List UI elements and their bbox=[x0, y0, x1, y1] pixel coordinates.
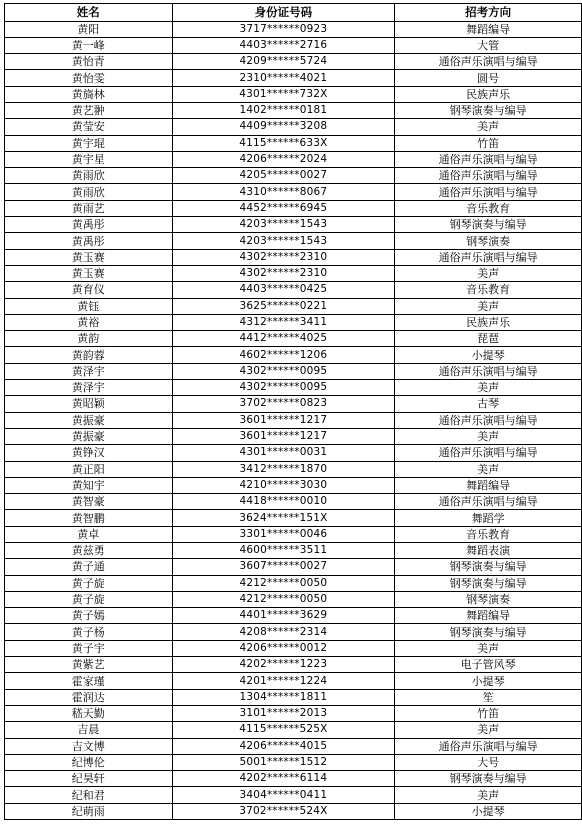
id-number-cell: 1304******1811 bbox=[172, 689, 395, 705]
table-row bbox=[5, 54, 582, 70]
direction-cell: 钢琴演奏 bbox=[395, 591, 582, 607]
name-cell: 黄子通 bbox=[5, 559, 173, 575]
direction-cell: 小提琴 bbox=[395, 347, 582, 363]
roster-sheet bbox=[4, 3, 582, 820]
name-cell: 黄雨欣 bbox=[5, 184, 173, 200]
direction-cell: 音乐教育 bbox=[395, 526, 582, 542]
id-number-cell: 4203******1543 bbox=[172, 217, 395, 233]
table-row bbox=[5, 217, 582, 233]
id-number-cell: 3717******0923 bbox=[172, 21, 395, 37]
name-cell: 黄玉赛 bbox=[5, 265, 173, 281]
name-cell: 黄怡青 bbox=[5, 54, 173, 70]
header-name: 姓名 bbox=[5, 4, 173, 22]
name-cell: 黄宇琨 bbox=[5, 135, 173, 151]
name-cell: 嵇天勤 bbox=[5, 705, 173, 721]
id-number-cell: 4205******0027 bbox=[172, 168, 395, 184]
direction-cell: 通俗声乐演唱与编导 bbox=[395, 738, 582, 754]
table-row bbox=[5, 168, 582, 184]
name-cell: 黄泽宇 bbox=[5, 363, 173, 379]
name-cell: 黄莹安 bbox=[5, 119, 173, 135]
name-cell: 黄旖林 bbox=[5, 86, 173, 102]
id-number-cell: 3625******0221 bbox=[172, 298, 395, 314]
id-number-cell: 3601******1217 bbox=[172, 412, 395, 428]
id-number-cell: 4212******0050 bbox=[172, 591, 395, 607]
direction-cell: 竹笛 bbox=[395, 135, 582, 151]
direction-cell: 通俗声乐演唱与编导 bbox=[395, 494, 582, 510]
direction-cell: 大号 bbox=[395, 754, 582, 770]
table-row bbox=[5, 200, 582, 216]
id-number-cell: 4212******0050 bbox=[172, 575, 395, 591]
table-row bbox=[5, 754, 582, 770]
id-number-cell: 4302******2310 bbox=[172, 249, 395, 265]
name-cell: 黄兹勇 bbox=[5, 543, 173, 559]
id-number-cell: 4602******1206 bbox=[172, 347, 395, 363]
table-row bbox=[5, 119, 582, 135]
direction-cell: 美声 bbox=[395, 265, 582, 281]
table-row bbox=[5, 86, 582, 102]
direction-cell: 美声 bbox=[395, 640, 582, 656]
table-row bbox=[5, 673, 582, 689]
name-cell: 黄振豪 bbox=[5, 428, 173, 444]
name-cell: 黄昭颖 bbox=[5, 396, 173, 412]
direction-cell: 通俗声乐演唱与编导 bbox=[395, 249, 582, 265]
direction-cell: 钢琴演奏与编导 bbox=[395, 217, 582, 233]
name-cell: 黄裕 bbox=[5, 314, 173, 330]
table-row bbox=[5, 428, 582, 444]
direction-cell: 钢琴演奏与编导 bbox=[395, 771, 582, 787]
table-body bbox=[5, 21, 582, 820]
table-row bbox=[5, 787, 582, 803]
id-number-cell: 3624******151X bbox=[172, 510, 395, 526]
direction-cell: 通俗声乐演唱与编导 bbox=[395, 151, 582, 167]
direction-cell: 民族声乐 bbox=[395, 86, 582, 102]
table-row bbox=[5, 380, 582, 396]
table-row bbox=[5, 184, 582, 200]
table-row bbox=[5, 494, 582, 510]
direction-cell: 小提琴 bbox=[395, 673, 582, 689]
name-cell: 黄子宇 bbox=[5, 640, 173, 656]
name-cell: 黄韵蓉 bbox=[5, 347, 173, 363]
table-row bbox=[5, 21, 582, 37]
table-row bbox=[5, 689, 582, 705]
id-number-cell: 3412******1870 bbox=[172, 461, 395, 477]
name-cell: 黄禹彤 bbox=[5, 233, 173, 249]
direction-cell: 通俗声乐演唱与编导 bbox=[395, 363, 582, 379]
name-cell: 黄子旋 bbox=[5, 591, 173, 607]
name-cell: 霍润达 bbox=[5, 689, 173, 705]
name-cell: 黄振豪 bbox=[5, 412, 173, 428]
name-cell: 黄紫艺 bbox=[5, 657, 173, 673]
table-row bbox=[5, 477, 582, 493]
table-row bbox=[5, 37, 582, 53]
table-row bbox=[5, 461, 582, 477]
direction-cell: 音乐教育 bbox=[395, 200, 582, 216]
name-cell: 黄育仪 bbox=[5, 282, 173, 298]
id-number-cell: 4301******732X bbox=[172, 86, 395, 102]
direction-cell: 美声 bbox=[395, 428, 582, 444]
name-cell: 纪萌雨 bbox=[5, 803, 173, 819]
table-row bbox=[5, 575, 582, 591]
direction-cell: 电子管风琴 bbox=[395, 657, 582, 673]
direction-cell: 通俗声乐演唱与编导 bbox=[395, 184, 582, 200]
table-row bbox=[5, 803, 582, 819]
id-number-cell: 3101******2013 bbox=[172, 705, 395, 721]
table-row bbox=[5, 249, 582, 265]
table-row bbox=[5, 640, 582, 656]
id-number-cell: 3607******0027 bbox=[172, 559, 395, 575]
name-cell: 黄韵 bbox=[5, 331, 173, 347]
name-cell: 霍家瑾 bbox=[5, 673, 173, 689]
id-number-cell: 5001******1512 bbox=[172, 754, 395, 770]
table-row bbox=[5, 510, 582, 526]
id-number-cell: 4210******3030 bbox=[172, 477, 395, 493]
table-row bbox=[5, 608, 582, 624]
table-row bbox=[5, 347, 582, 363]
id-number-cell: 1402******0181 bbox=[172, 102, 395, 118]
table-row bbox=[5, 265, 582, 281]
id-number-cell: 4202******1223 bbox=[172, 657, 395, 673]
table-row bbox=[5, 445, 582, 461]
name-cell: 黄正阳 bbox=[5, 461, 173, 477]
table-row bbox=[5, 543, 582, 559]
id-number-cell: 3702******524X bbox=[172, 803, 395, 819]
name-cell: 吉文博 bbox=[5, 738, 173, 754]
name-cell: 黄智豪 bbox=[5, 494, 173, 510]
id-number-cell: 4312******3411 bbox=[172, 314, 395, 330]
name-cell: 黄阳 bbox=[5, 21, 173, 37]
id-number-cell: 4206******2024 bbox=[172, 151, 395, 167]
direction-cell: 音乐教育 bbox=[395, 282, 582, 298]
name-cell: 黄一峰 bbox=[5, 37, 173, 53]
direction-cell: 美声 bbox=[395, 722, 582, 738]
table-row bbox=[5, 738, 582, 754]
name-cell: 黄子旋 bbox=[5, 575, 173, 591]
table-row bbox=[5, 526, 582, 542]
direction-cell: 小提琴 bbox=[395, 803, 582, 819]
table-row bbox=[5, 771, 582, 787]
header-row bbox=[5, 4, 582, 22]
direction-cell: 钢琴演奏 bbox=[395, 233, 582, 249]
id-number-cell: 4115******525X bbox=[172, 722, 395, 738]
table-row bbox=[5, 624, 582, 640]
direction-cell: 古琴 bbox=[395, 396, 582, 412]
direction-cell: 民族声乐 bbox=[395, 314, 582, 330]
header-id-number: 身份证号码 bbox=[172, 4, 395, 22]
table-row bbox=[5, 412, 582, 428]
name-cell: 黄铮汉 bbox=[5, 445, 173, 461]
name-cell: 纪博伦 bbox=[5, 754, 173, 770]
direction-cell: 通俗声乐演唱与编导 bbox=[395, 168, 582, 184]
id-number-cell: 4203******1543 bbox=[172, 233, 395, 249]
direction-cell: 舞蹈学 bbox=[395, 510, 582, 526]
id-number-cell: 4202******6114 bbox=[172, 771, 395, 787]
direction-cell: 通俗声乐演唱与编导 bbox=[395, 412, 582, 428]
id-number-cell: 4401******3629 bbox=[172, 608, 395, 624]
table-row bbox=[5, 396, 582, 412]
id-number-cell: 4600******3511 bbox=[172, 543, 395, 559]
name-cell: 黄泽宇 bbox=[5, 380, 173, 396]
id-number-cell: 4452******6945 bbox=[172, 200, 395, 216]
name-cell: 黄宇星 bbox=[5, 151, 173, 167]
header-direction: 招考方向 bbox=[395, 4, 582, 22]
table-row bbox=[5, 70, 582, 86]
direction-cell: 琵琶 bbox=[395, 331, 582, 347]
table-row bbox=[5, 314, 582, 330]
name-cell: 黄钰 bbox=[5, 298, 173, 314]
id-number-cell: 3301******0046 bbox=[172, 526, 395, 542]
id-number-cell: 4302******0095 bbox=[172, 363, 395, 379]
table-row bbox=[5, 657, 582, 673]
table-row bbox=[5, 233, 582, 249]
name-cell: 黄雨欣 bbox=[5, 168, 173, 184]
id-number-cell: 3601******1217 bbox=[172, 428, 395, 444]
id-number-cell: 3702******0823 bbox=[172, 396, 395, 412]
name-cell: 黄艺翀 bbox=[5, 102, 173, 118]
direction-cell: 钢琴演奏与编导 bbox=[395, 559, 582, 575]
name-cell: 黄子杨 bbox=[5, 624, 173, 640]
id-number-cell: 4201******1224 bbox=[172, 673, 395, 689]
name-cell: 纪和君 bbox=[5, 787, 173, 803]
id-number-cell: 4208******2314 bbox=[172, 624, 395, 640]
direction-cell: 钢琴演奏与编导 bbox=[395, 575, 582, 591]
direction-cell: 美声 bbox=[395, 461, 582, 477]
direction-cell: 美声 bbox=[395, 787, 582, 803]
id-number-cell: 4115******633X bbox=[172, 135, 395, 151]
direction-cell: 美声 bbox=[395, 298, 582, 314]
id-number-cell: 4310******8067 bbox=[172, 184, 395, 200]
direction-cell: 大管 bbox=[395, 37, 582, 53]
table-row bbox=[5, 151, 582, 167]
direction-cell: 钢琴演奏与编导 bbox=[395, 102, 582, 118]
direction-cell: 竹笛 bbox=[395, 705, 582, 721]
name-cell: 黄禹彤 bbox=[5, 217, 173, 233]
direction-cell: 舞蹈编导 bbox=[395, 477, 582, 493]
name-cell: 黄智鹏 bbox=[5, 510, 173, 526]
name-cell: 黄怡雯 bbox=[5, 70, 173, 86]
table-row bbox=[5, 135, 582, 151]
direction-cell: 美声 bbox=[395, 119, 582, 135]
direction-cell: 通俗声乐演唱与编导 bbox=[395, 54, 582, 70]
id-number-cell: 4403******0425 bbox=[172, 282, 395, 298]
id-number-cell: 2310******4021 bbox=[172, 70, 395, 86]
table-row bbox=[5, 559, 582, 575]
name-cell: 黄雨艺 bbox=[5, 200, 173, 216]
id-number-cell: 4206******0012 bbox=[172, 640, 395, 656]
table-row bbox=[5, 282, 582, 298]
name-cell: 黄子嫣 bbox=[5, 608, 173, 624]
direction-cell: 美声 bbox=[395, 380, 582, 396]
id-number-cell: 4206******4015 bbox=[172, 738, 395, 754]
table-row bbox=[5, 102, 582, 118]
name-cell: 黄卓 bbox=[5, 526, 173, 542]
id-number-cell: 3404******0411 bbox=[172, 787, 395, 803]
direction-cell: 笙 bbox=[395, 689, 582, 705]
id-number-cell: 4412******4025 bbox=[172, 331, 395, 347]
direction-cell: 钢琴演奏与编导 bbox=[395, 624, 582, 640]
applicant-table bbox=[4, 3, 582, 820]
name-cell: 黄知宇 bbox=[5, 477, 173, 493]
table-row bbox=[5, 591, 582, 607]
direction-cell: 通俗声乐演唱与编导 bbox=[395, 445, 582, 461]
direction-cell: 圆号 bbox=[395, 70, 582, 86]
id-number-cell: 4302******0095 bbox=[172, 380, 395, 396]
name-cell: 吉晨 bbox=[5, 722, 173, 738]
name-cell: 纪昊轩 bbox=[5, 771, 173, 787]
table-row bbox=[5, 722, 582, 738]
table-row bbox=[5, 363, 582, 379]
direction-cell: 舞蹈表演 bbox=[395, 543, 582, 559]
id-number-cell: 4409******3208 bbox=[172, 119, 395, 135]
direction-cell: 舞蹈编导 bbox=[395, 21, 582, 37]
id-number-cell: 4403******2716 bbox=[172, 37, 395, 53]
direction-cell: 舞蹈编导 bbox=[395, 608, 582, 624]
id-number-cell: 4418******0010 bbox=[172, 494, 395, 510]
id-number-cell: 4302******2310 bbox=[172, 265, 395, 281]
table-row bbox=[5, 705, 582, 721]
id-number-cell: 4301******0031 bbox=[172, 445, 395, 461]
table-row bbox=[5, 331, 582, 347]
name-cell: 黄玉赛 bbox=[5, 249, 173, 265]
id-number-cell: 4209******5724 bbox=[172, 54, 395, 70]
table-row bbox=[5, 298, 582, 314]
